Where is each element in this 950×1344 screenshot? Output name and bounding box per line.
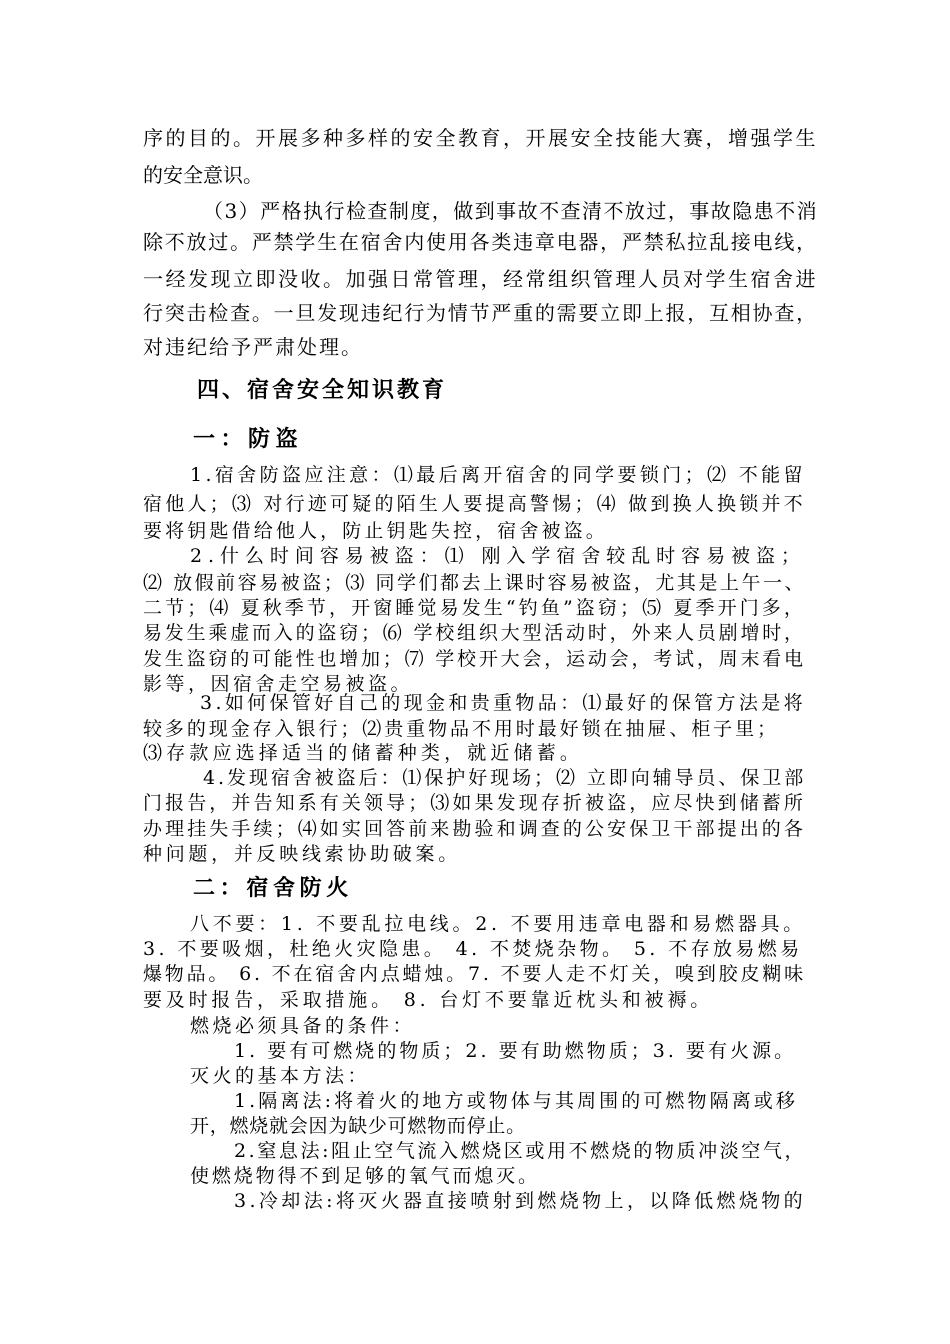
theft-2-line-6: 影等，因宿舍走空易被盗。	[143, 673, 414, 695]
extinguish-2-line-2: 使燃烧物得不到足够的氧气而熄灭。	[190, 1165, 540, 1187]
theft-2-line-5: 发生盗窃的可能性也增加；⑺ 学校开大会，运动会，考试，周末看电	[143, 648, 806, 670]
theft-1-line-3: 要将钥匙借给他人，防止钥匙失控，宿舍被盗。	[143, 520, 608, 542]
para-2-line-2: 除不放过。严禁学生在宿舍内使用各类违章电器，严禁私拉乱接电线，	[143, 230, 818, 254]
fire-rules-line-3: 爆物品。 6. 不在宿舍内点蜡烛。7. 不要人走不灯关，嗅到胶皮糊味	[143, 963, 806, 985]
theft-3-line-1: 3.如何保管好自己的现金和贵重物品：⑴最好的保管方法是将	[200, 692, 806, 714]
section-heading: 四、宿舍安全知识教育	[197, 378, 448, 403]
extinguish-1-line-2: 开，燃烧就会因为缺少可燃物而停止。	[190, 1115, 526, 1137]
para-2-line-4: 行突击检查。一旦发现违纪行为情节严重的需要立即上报，互相协查，	[143, 301, 818, 325]
fire-rules-line-1: 八不要：1. 不要乱拉电线。2. 不要用违章电器和易燃器具。	[190, 913, 806, 935]
theft-4-line-1: 4.发现宿舍被盗后：⑴保护好现场；⑵ 立即向辅导员、保卫部	[203, 767, 807, 789]
para-2-line-3: 一经发现立即没收。加强日常管理，经常组织管理人员对学生宿舍进	[143, 267, 818, 291]
theft-2-line-4: 易发生乘虚而入的盗窃；⑹ 学校组织大型活动时，外来人员剧增时，	[143, 622, 806, 644]
para-1-line-1: 序的目的。开展多种多样的安全教育，开展安全技能大赛，增强学生	[143, 126, 818, 150]
fire-rules-line-4: 要及时报告，采取措施。 8. 台灯不要靠近枕头和被褥。	[143, 989, 714, 1011]
extinguish-title: 灭火的基本方法：	[190, 1065, 371, 1087]
extinguish-2-line-1: 2.窒息法:阻止空气流入燃烧区或用不燃烧的物质冲淡空气，	[234, 1140, 807, 1162]
extinguish-3-line-1: 3.冷却法:将灭火器直接喷射到燃烧物上，以降低燃烧物的	[234, 1190, 807, 1212]
theft-4-line-3: 办理挂失手续；⑷如实回答前来勘验和调查的公安保卫干部提出的各	[143, 818, 807, 840]
theft-2-line-1: 2.什么时间容易被盗：⑴ 刚入学宿舍较乱时容易被盗；	[190, 545, 806, 567]
para-2-line-5: 对违纪给予严肃处理。	[143, 335, 363, 359]
theft-1-line-1: 1.宿舍防盗应注意：⑴最后离开宿舍的同学要锁门；⑵ 不能留	[190, 464, 806, 486]
theft-1-line-2: 宿他人；⑶ 对行迹可疑的陌生人要提高警惕；⑷ 做到换人换锁并不	[143, 493, 806, 515]
fire-rules-line-2: 3. 不要吸烟，杜绝火灾隐患。 4. 不焚烧杂物。 5. 不存放易燃易	[143, 938, 803, 960]
theft-4-line-2: 门报告，并告知系有关领导；⑶如果发现存折被盗，应尽快到储蓄所	[143, 792, 807, 814]
para-1-line-2: 的安全意识。	[143, 163, 263, 187]
theft-4-line-4: 种问题，并反映线索协助破案。	[143, 843, 461, 865]
para-2-line-1: （3）严格执行检查制度，做到事故不查清不放过，事故隐患不消	[203, 199, 819, 223]
combustion-line-1: 1. 要有可燃烧的物质；2. 要有助燃物质；3. 要有火源。	[234, 1040, 797, 1062]
theft-2-line-2: ⑵ 放假前容易被盗；⑶ 同学们都去上课时容易被盗，尤其是上午一、	[143, 572, 807, 594]
subheading-fire: 二：宿舍防火	[193, 876, 353, 901]
subheading-theft: 一：防盗	[193, 427, 304, 452]
combustion-title: 燃烧必须具备的条件：	[190, 1015, 416, 1037]
extinguish-1-line-1: 1.隔离法:将着火的地方或物体与其周围的可燃物隔离或移	[234, 1090, 798, 1112]
theft-3-line-3: ⑶存款应选择适当的储蓄种类，就近储蓄。	[143, 742, 584, 764]
theft-3-line-2: 较多的现金存入银行；⑵贵重物品不用时最好锁在抽屉、柜子里；	[143, 718, 779, 740]
theft-2-line-3: 二节；⑷ 夏秋季节，开窗睡觉易发生“钓鱼”盗窃；⑸ 夏季开门多，	[143, 597, 807, 619]
